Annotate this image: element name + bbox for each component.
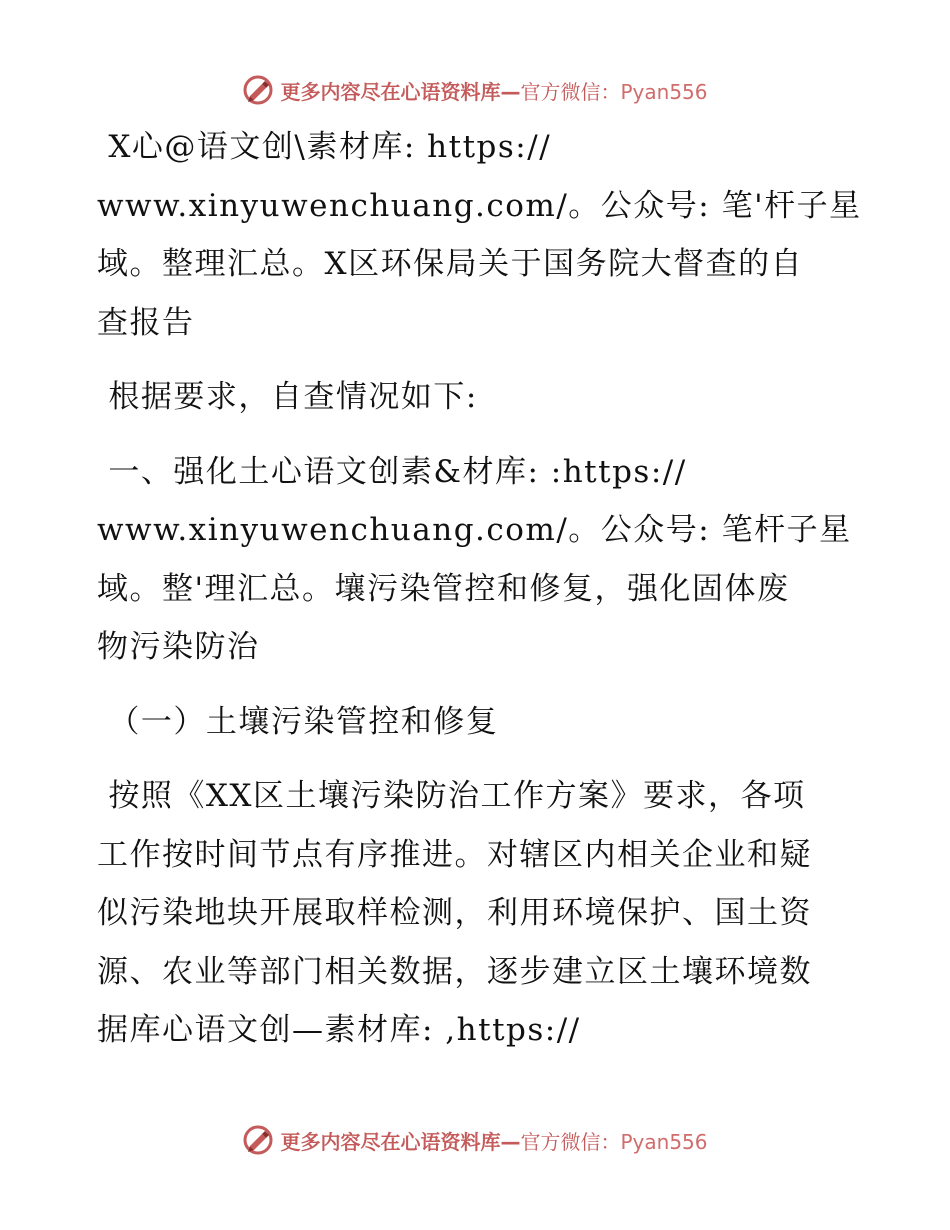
text-line: 根据要求，自查情况如下: xyxy=(97,379,478,415)
text-line: 源、农业等部门相关数据，逐步建立区土壤环境数 xyxy=(97,953,812,990)
banner-wechat-id: Pyan556 xyxy=(620,79,708,104)
text-line: www.xinyuwenchuang.com/。公众号: 笔'杆子星 xyxy=(97,187,862,224)
paragraph xyxy=(97,767,867,1060)
text-line: 工作按时间节点有序推进。对辖区内相关企业和疑 xyxy=(97,836,812,873)
text-line: 据库心语文创—素材库: ,https:// xyxy=(97,1012,581,1048)
text-line: 按照《XX区土壤污染防治工作方案》要求，各项 xyxy=(97,778,806,814)
text-line: 域。整理汇总。X区环保局关于国务院大督查的自 xyxy=(97,246,804,282)
paragraph xyxy=(97,368,867,427)
text-line: 物污染防治 xyxy=(97,629,260,665)
text-line: （一）土壤污染管控和修复 xyxy=(97,703,499,740)
paragraph xyxy=(97,118,867,352)
banner-text: 更多内容尽在心语资料库— xyxy=(280,79,521,104)
banner-wechat-label: 官方微信： xyxy=(520,79,621,104)
banner-wechat xyxy=(520,1126,707,1155)
banner-wechat-id: Pyan556 xyxy=(620,1129,708,1154)
banner-wechat-label: 官方微信： xyxy=(520,1129,621,1154)
text-line: www.xinyuwenchuang.com/。公众号: 笔杆子星 xyxy=(97,512,852,548)
text-line: 似污染地块开展取样检测，利用环境保护、国土资 xyxy=(97,895,812,931)
paragraph xyxy=(97,693,867,752)
pen-logo-icon xyxy=(242,74,274,106)
text-line: 域。整'理汇总。壤污染管控和修复，强化固体废 xyxy=(97,570,790,607)
text-line: X心@语文创\素材库: https:// xyxy=(97,129,552,165)
banner-wechat xyxy=(520,76,707,105)
footer-banner xyxy=(0,1120,950,1160)
paragraph xyxy=(97,443,867,677)
pen-logo-icon xyxy=(242,1124,274,1156)
document-body xyxy=(97,118,867,1060)
text-line: 一、强化土心语文创素&材库: :https:// xyxy=(97,453,687,490)
header-banner xyxy=(0,70,950,110)
text-line: 查报告 xyxy=(97,304,195,341)
banner-text: 更多内容尽在心语资料库— xyxy=(280,1129,521,1154)
